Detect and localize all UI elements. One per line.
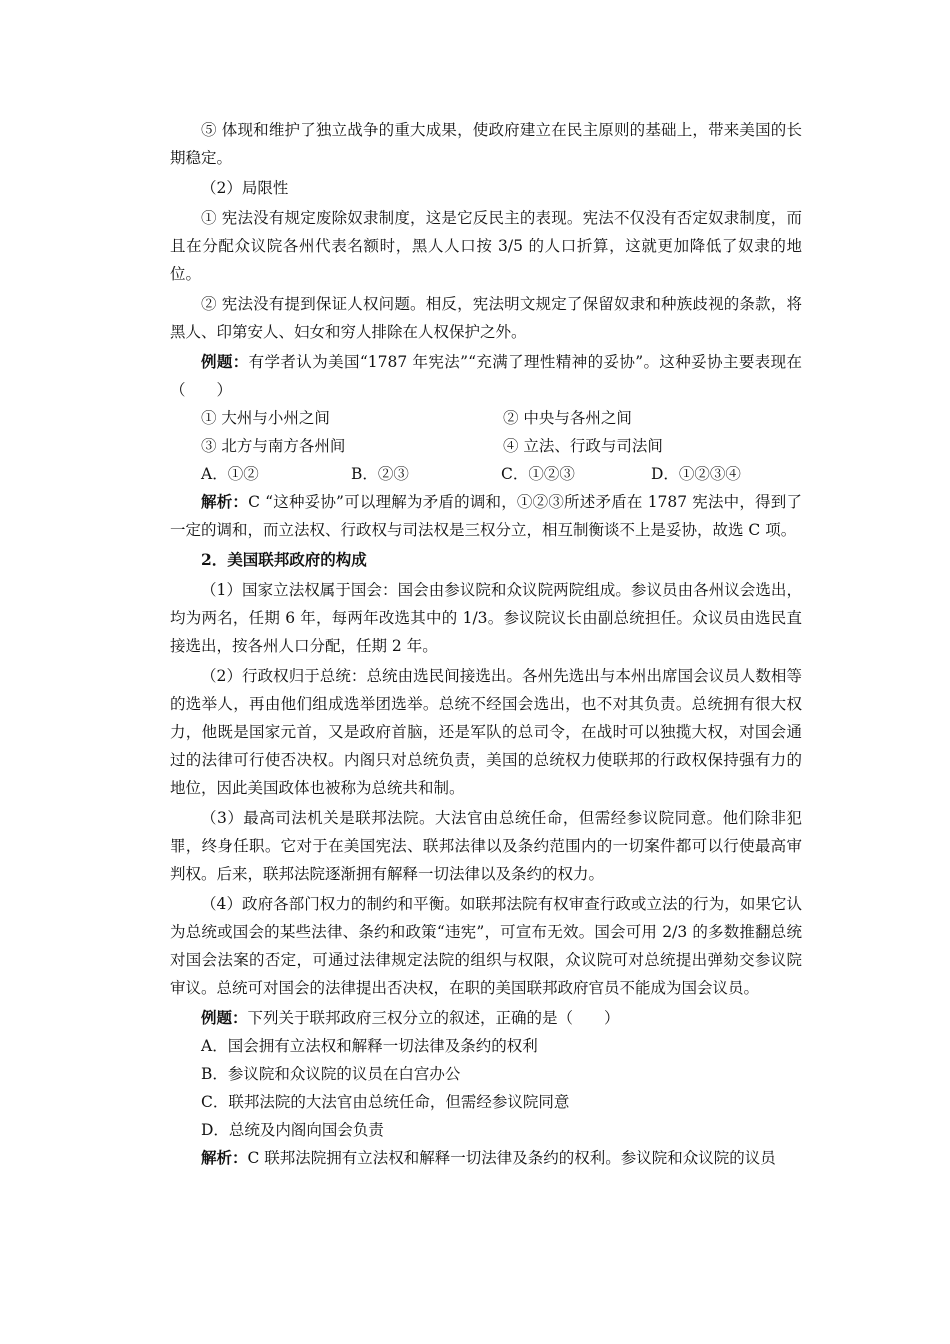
- example-label: 例题：: [201, 1008, 248, 1027]
- paragraph: （1）国家立法权属于国会：国会由参议院和众议院两院组成。参议员由各州议会选出，均为两名，任期 6 年，每两年改选其中的 1/3。参议院议长由副总统担任。众议员由选民直接选出，按各州人口分配，任期 2 年。: [170, 581, 802, 655]
- paragraph: （3）最高司法机关是联邦法院。大法官由总统任命，但需经参议院同意。他们除非犯罪，终身任职。它对于在美国宪法、联邦法律以及条约范围内的一切案件都可以行使最高审判权。后来，联邦法院逐渐拥有解释一切法律以及条约的权力。: [170, 809, 802, 883]
- choice-a: A．①②: [201, 465, 259, 483]
- example-answer: [170, 488, 802, 544]
- example-item: ② 中央与各州之间: [503, 409, 632, 427]
- example-item: ① 大州与小州之间: [201, 409, 330, 427]
- paragraph: （4）政府各部门权力的制约和平衡。如联邦法院有权审查行政或立法的行为，如果它认为总统或国会的某些法律、条约和政策“违宪”，可宣布无效。国会可用 2/3 的多数推翻总统对国会法案的否定，可通过法律规定法院的组织与权限，众议院可对总统提出弹劾交参议院审议。总统可对国会的法律提出否决权，在职的美国联邦政府官员不能成为国会议员。: [170, 895, 802, 997]
- example-question-text: 有学者认为美国“1787 年宪法”“充满了理性精神的妥协”。这种妥协主要表现在（ ）: [170, 353, 802, 399]
- choice-c: C．联邦法院的大法官由总统任命，但需经参议院同意: [201, 1093, 570, 1111]
- section-heading: 2．美国联邦政府的构成: [201, 550, 367, 569]
- example-question: [170, 348, 802, 404]
- page-content: [170, 116, 802, 1172]
- example-items-row: [170, 404, 802, 432]
- paragraph: ⑤ 体现和维护了独立战争的重大成果，使政府建立在民主原则的基础上，带来美国的长期稳定。: [170, 121, 802, 167]
- paragraph: ① 宪法没有规定废除奴隶制度，这是它反民主的表现。宪法不仅没有否定奴隶制度，而且在分配众议院各州代表名额时，黑人人口按 3/5 的人口折算，这就更加降低了奴隶的地位。: [170, 209, 802, 283]
- answer-label: 解析：: [201, 492, 249, 511]
- answer-text: C “这种妥协”可以理解为矛盾的调和，①②③所述矛盾在 1787 宪法中，得到了一定的调和，而立法权、行政权与司法权是三权分立，相互制衡谈不上是妥协，故选 C 项。: [170, 493, 802, 539]
- paragraph: ② 宪法没有提到保证人权问题。相反，宪法明文规定了保留奴隶和种族歧视的条款，将黑人、印第安人、妇女和穷人排除在人权保护之外。: [170, 295, 802, 341]
- example-item: ③ 北方与南方各州间: [201, 437, 346, 455]
- example-question-text: 下列关于联邦政府三权分立的叙述，正确的是（ ）: [247, 1009, 620, 1027]
- example-answer: [170, 1144, 802, 1172]
- answer-label: 解析：: [201, 1148, 248, 1167]
- example-items-row: [170, 432, 802, 460]
- choice-b: B．②③: [351, 465, 409, 483]
- choice-c: C．①②③: [501, 465, 575, 483]
- example-item: ④ 立法、行政与司法间: [503, 437, 663, 455]
- example-choices-row: [170, 460, 802, 488]
- choice-d: D．总统及内阁向国会负责: [201, 1121, 384, 1139]
- choice-d: D．①②③④: [651, 465, 741, 483]
- paragraph: （2）局限性: [201, 179, 289, 197]
- example-question: [170, 1004, 802, 1032]
- example-label: 例题：: [201, 352, 249, 371]
- answer-text: C 联邦法院拥有立法权和解释一切法律及条约的权利。参议院和众议院的议员: [247, 1149, 776, 1167]
- choice-b: B．参议院和众议院的议员在白宫办公: [201, 1065, 461, 1083]
- choice-a: A．国会拥有立法权和解释一切法律及条约的权利: [201, 1037, 538, 1055]
- paragraph: （2）行政权归于总统：总统由选民间接选出。各州先选出与本州出席国会议员人数相等的选举人，再由他们组成选举团选举。总统不经国会选出，也不对其负责。总统拥有很大权力，他既是国家元首，又是政府首脑，还是军队的总司令，在战时可以独揽大权，对国会通过的法律可行使否决权。内阁只对总统负责，美国的总统权力使联邦的行政权保持强有力的地位，因此美国政体也被称为总统共和制。: [170, 667, 802, 797]
